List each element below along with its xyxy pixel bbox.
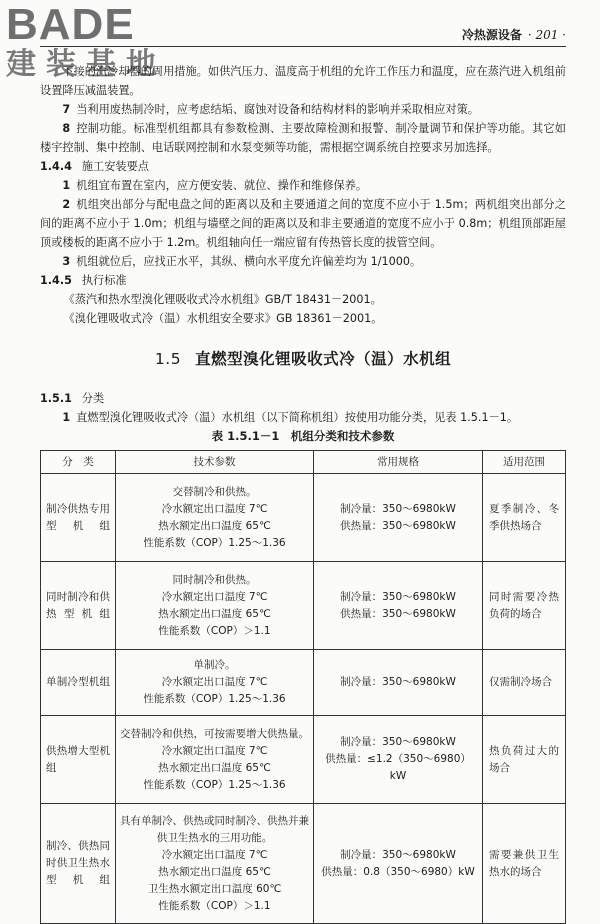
spec-cell bbox=[116, 474, 314, 562]
logo-subtext: 建装基地 bbox=[6, 47, 166, 82]
spec-line: 性能系数（COP）1.25～1.36 bbox=[143, 536, 286, 549]
item-text: 机组就位后，应找正水平，其纵、横向水平度允许偏差均为 1/1000。 bbox=[76, 255, 422, 268]
section-title: 直燃型溴化锂吸收式冷（温）水机组 bbox=[195, 350, 452, 368]
page-number: · 201 · bbox=[527, 28, 566, 42]
spec-lead: 交替制冷和供热。 bbox=[172, 485, 257, 498]
spec-line: 热水额定出口温度 65℃ bbox=[158, 865, 271, 878]
norm-line: 制冷量：350～6980kW bbox=[340, 848, 456, 861]
table-row bbox=[41, 804, 566, 924]
scope-cell: 夏季制冷、冬季供热场合 bbox=[483, 474, 566, 562]
heading-1-5-1 bbox=[40, 389, 566, 408]
heading-1-4-5 bbox=[40, 271, 566, 290]
spec-line: 冷水额定出口温度 7℃ bbox=[161, 676, 268, 688]
install-item-2 bbox=[40, 195, 566, 252]
table-caption: 表 1.5.1－1 机组分类和技术参数 bbox=[211, 429, 395, 443]
spec-line: 热水额定出口温度 65℃ bbox=[158, 607, 271, 620]
classification-item-1 bbox=[40, 408, 566, 427]
heading-number: 1.4.5 bbox=[40, 274, 72, 287]
item-number: 1 bbox=[62, 179, 71, 192]
paragraph-number: 7 bbox=[62, 103, 71, 116]
section-number: 1.5 bbox=[154, 350, 182, 368]
spec-line: 性能系数（COP）1.25～1.36 bbox=[143, 778, 286, 791]
spec-line: 冷水额定出口温度 7℃ bbox=[161, 848, 268, 861]
norm-line: 制冷量：350～6980kW bbox=[340, 502, 456, 515]
spec-lead: 同时制冷和供热。 bbox=[172, 573, 257, 586]
header-section: 冷热源设备 bbox=[461, 28, 522, 42]
norm-line: 制冷量：350～6980kW bbox=[340, 590, 456, 603]
spec-cell bbox=[116, 562, 314, 650]
section-title-1-5 bbox=[40, 350, 566, 369]
header-category: 分 类 bbox=[41, 451, 116, 474]
install-item-3 bbox=[40, 252, 566, 271]
heading-title: 分类 bbox=[81, 392, 105, 405]
item-number: 3 bbox=[62, 255, 71, 268]
running-header bbox=[462, 26, 566, 43]
header-technical-params: 技术参数 bbox=[116, 451, 314, 474]
category-cell: 同时制冷和供热型机组 bbox=[41, 562, 116, 650]
paragraph-text: 当利用废热制冷时，应考虑结垢、腐蚀对设备和结构材料的影响并采取相应对策。 bbox=[76, 103, 479, 116]
heading-title: 执行标准 bbox=[81, 274, 127, 287]
category-cell: 制冷供热专用型机组 bbox=[41, 474, 116, 562]
spec-lead: 单制冷。 bbox=[193, 659, 236, 671]
heading-title: 施工安装要点 bbox=[81, 160, 149, 173]
header-rule bbox=[40, 46, 566, 47]
item-number: 1 bbox=[62, 411, 71, 424]
standard-1: 《蒸汽和热水型溴化锂吸收式冷水机组》GB/T 18431－2001。 bbox=[63, 293, 382, 306]
category-cell: 单制冷型机组 bbox=[41, 650, 116, 716]
spec-line: 冷水额定出口温度 7℃ bbox=[161, 590, 268, 603]
scope-cell: 仅需制冷场合 bbox=[483, 650, 566, 716]
norm-cell bbox=[314, 650, 483, 716]
norm-cell bbox=[314, 716, 483, 804]
norm-cell bbox=[314, 474, 483, 562]
norm-cell bbox=[314, 804, 483, 924]
item-text: 机组突出部分与配电盘之间的距离以及和主要通道之间的宽度不应小于 1.5m；两机组突出部分之间的距离不应小于 1.0m；机组与墙壁之间的距离以及和非主要通道的宽度不应小于 0.8m；机组顶部距屋顶或楼板的距离不应小于 1.2m。机组轴向任一端应留有传热管长度的拔管空间。 bbox=[40, 198, 566, 249]
scope-cell: 同时需要冷热负荷的场合 bbox=[483, 562, 566, 650]
spec-cell bbox=[116, 650, 314, 716]
category-cell: 制冷、供热同时供卫生热水型机组 bbox=[41, 804, 116, 924]
page-body bbox=[40, 62, 566, 924]
spec-cell bbox=[116, 716, 314, 804]
norm-line: 制冷量：350～6980kW bbox=[340, 676, 456, 688]
paragraph-7 bbox=[40, 100, 566, 119]
heading-1-4-4 bbox=[40, 157, 566, 176]
table-header-row bbox=[41, 451, 566, 474]
spec-line: 性能系数（COP）1.25～1.36 bbox=[143, 693, 286, 705]
paragraph-8 bbox=[40, 119, 566, 157]
paragraph-text: 控制功能。标准型机组都具有参数检测、主要故障检测和报警、制冷量调节和保护等功能。其它如楼宇控制、集中控制、电话联网控制和水泵变频等功能，需根据空调系统自控要求另加选择。 bbox=[40, 122, 566, 154]
install-item-1 bbox=[40, 176, 566, 195]
item-text: 直燃型溴化锂吸收式冷（温）水机组（以下简称机组）按使用功能分类，见表 1.5.1－1。 bbox=[76, 411, 519, 424]
scope-cell: 热负荷过大的场合 bbox=[483, 716, 566, 804]
table-row bbox=[41, 650, 566, 716]
item-text: 机组宜布置在室内，应方便安装、就位、操作和维修保养。 bbox=[76, 179, 368, 192]
norm-line: 供热量：350～6980kW bbox=[340, 519, 456, 532]
classification-table bbox=[40, 450, 566, 924]
heading-number: 1.4.4 bbox=[40, 160, 72, 173]
header-application: 适用范围 bbox=[483, 451, 566, 474]
spec-lead: 具有单制冷、供热或同时制冷、供热并兼供卫生热水的三用功能。 bbox=[120, 814, 309, 844]
table-row bbox=[41, 716, 566, 804]
heading-number: 1.5.1 bbox=[40, 392, 72, 405]
norm-line: 供热量：≤1.2（350～6980）kW bbox=[325, 753, 471, 782]
spec-cell bbox=[116, 804, 314, 924]
paragraph-number: 8 bbox=[62, 122, 71, 135]
item-number: 2 bbox=[62, 198, 71, 211]
table-row bbox=[41, 562, 566, 650]
spec-lead: 交替制冷和供热，可按需要增大供热量。 bbox=[120, 727, 309, 740]
spec-line: 性能系数（COP）＞1.1 bbox=[158, 899, 271, 912]
spec-line: 热水额定出口温度 65℃ bbox=[158, 519, 271, 532]
header-common-specs: 常用规格 bbox=[314, 451, 483, 474]
paragraph-continued: 下接的汽冷却器的周用措施。如供汽压力、温度高于机组的允许工作压力和温度，应在蒸汽进入机组前设置降压减温装置。 bbox=[40, 65, 566, 97]
standard-2: 《溴化锂吸收式冷（温）水机组安全要求》GB 18361－2001。 bbox=[63, 312, 383, 325]
spec-line: 冷水额定出口温度 7℃ bbox=[161, 744, 268, 757]
logo-text: BADE bbox=[6, 0, 135, 49]
norm-line: 供热量：0.8（350～6980）kW bbox=[321, 865, 475, 878]
norm-cell bbox=[314, 562, 483, 650]
spec-line: 热水额定出口温度 65℃ bbox=[158, 761, 271, 774]
spec-line: 卫生热水额定出口温度 60℃ bbox=[147, 882, 282, 895]
norm-line: 供热量：350～6980kW bbox=[340, 607, 456, 620]
norm-line: 制冷量：350～6980kW bbox=[340, 736, 456, 748]
table-row bbox=[41, 474, 566, 562]
category-cell: 供热增大型机组 bbox=[41, 716, 116, 804]
spec-line: 冷水额定出口温度 7℃ bbox=[161, 502, 268, 515]
spec-line: 性能系数（COP）＞1.1 bbox=[158, 624, 271, 637]
scope-cell: 需要兼供卫生热水的场合 bbox=[483, 804, 566, 924]
